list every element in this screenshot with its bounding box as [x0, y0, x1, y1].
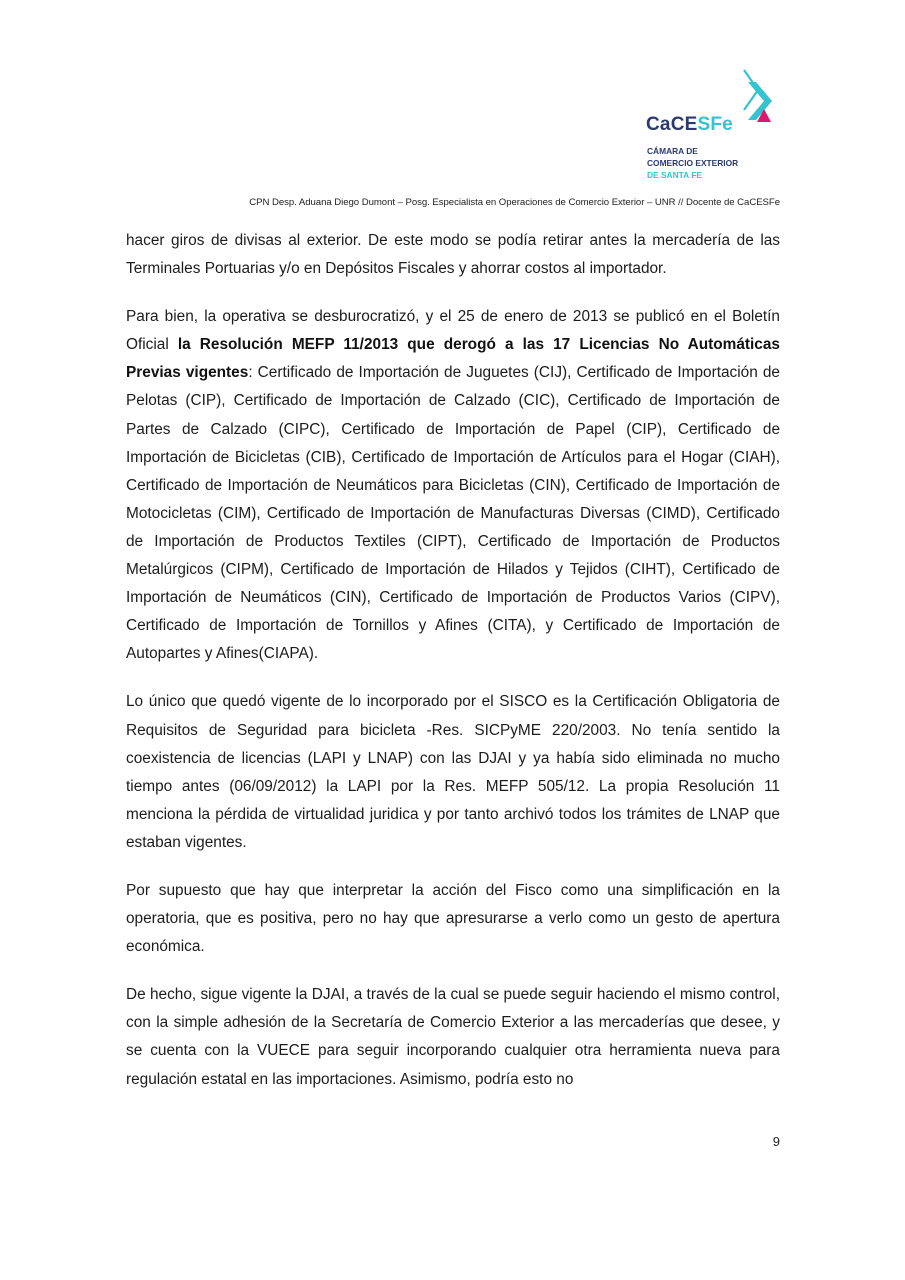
paragraph-1: hacer giros de divisas al exterior. De este modo se podía retirar antes la mercadería de las Terminales Portuarias y/o en Depósitos Fiscales y ahorrar costos al importador.	[126, 232, 780, 278]
paragraph-3: Lo único que quedó vigente de lo incorporado por el SISCO es la Certificación Obligatoria de Requisitos de Seguridad para bicicleta -Res. SICPyME 220/2003. No tenía sentido la coexistencia de licencias (LAPI y LNAP) con las DJAI y ya había sido eliminada no mucho tiempo antes (06/09/2012) la LAPI por la Res. MEFP 505/12. La propia Resolución 11 menciona la pérdida de virtualidad juridica y por tanto archivó todos los trámites de LNAP que estaban vigentes.	[126, 693, 780, 851]
cacesfe-chevron-icon	[738, 68, 782, 134]
paragraph-2-start: Para bien, la operativa se desburocratizó, y el 25 de enero de 2013 se publicó en el Boletín Oficial	[126, 308, 780, 354]
logo-name-part1: CaCE	[646, 114, 698, 135]
logo-name-part2: SFe	[697, 114, 733, 135]
logo-sub-line2: COMERCIO EXTERIOR	[647, 158, 739, 169]
paragraph-2-end: : Certificado de Importación de Juguetes (CIJ), Certificado de Importación de Pelotas (CIP), Certificado de Importación de Calzado (CIC), Certificado de Importación de Partes de Calzado (CIPC), Certificado de Importación de Papel (CIP), Certificado de Importación de Bicicletas (CIB), Certificado de Importación de Artículos para el Hogar (CIAH), Certificado de Importación de Neumáticos para Bicicletas (CIN), Certificado de Importación de Motocicletas (CIM), Certificado de Importación de Manufacturas Diversas (CIMD), Certificado de Importación de Productos Textiles (CIPT), Certificado de Importación de Productos Metalúrgicos (CIPM), Certificado de Importación de Hilados y Tejidos (CIHT), Certificado de Importación de Neumáticos (CIN), Certificado de Importación de Productos Varios (CIPV), Certificado de Importación de Tornillos y Afines (CITA), y Certificado de Importación de Autopartes y Afines(CIAPA).	[126, 364, 780, 663]
paragraph-2-bold: la Resolución MEFP 11/2013 que derogó a las 17 Licencias No Automáticas Previas vigentes	[126, 336, 780, 382]
paragraph-2	[126, 303, 780, 668]
page-number: 9	[772, 1134, 780, 1149]
paragraph-5: De hecho, sigue vigente la DJAI, a través de la cual se puede seguir haciendo el mismo control, con la simple adhesión de la Secretaría de Comercio Exterior a las mercaderías que desee, y se cuenta con la VUECE para seguir incorporando cualquier otra herramienta nueva para regulación estatal en las importaciones. Asimismo, podría esto no	[126, 986, 780, 1088]
logo-name	[646, 114, 733, 136]
logo-sub-line1: CÁMARA DE	[647, 146, 698, 156]
logo-subtitle	[647, 145, 738, 182]
cacesfe-logo	[646, 68, 796, 188]
page-header: CPN Desp. Aduana Diego Dumont – Posg. Especialista en Operaciones de Comercio Exterior – UNR // Docente de CaCESFe	[249, 197, 780, 208]
paragraph-4: Por supuesto que hay que interpretar la acción del Fisco como una simplificación en la operatoria, que es positiva, pero no hay que apresurarse a verlo como un gesto de apertura económica.	[126, 881, 780, 956]
logo-sub-line3: DE SANTA FE	[647, 170, 702, 181]
document-body	[126, 227, 780, 1114]
